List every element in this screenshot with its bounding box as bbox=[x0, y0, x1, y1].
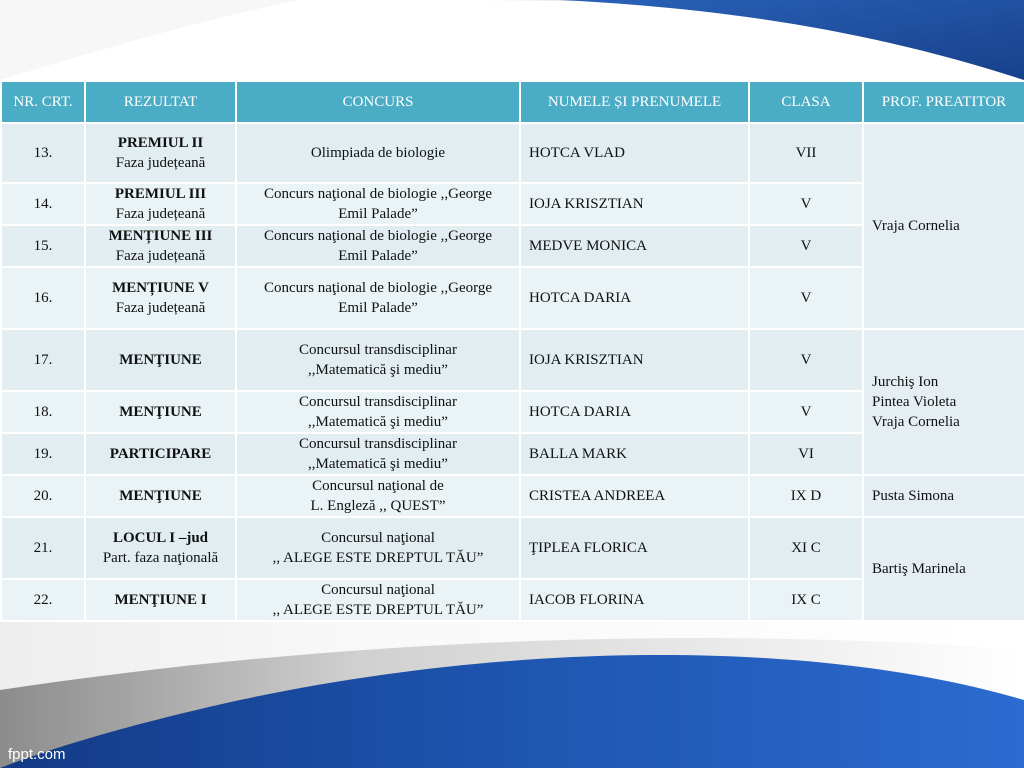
student-name: IOJA KRISZTIAN bbox=[520, 183, 749, 225]
contest-line-1: Concurs naţional de biologie ,,George bbox=[263, 228, 492, 244]
contest-cell bbox=[236, 517, 520, 579]
result-phase: Part. faza naţională bbox=[102, 550, 219, 566]
class-cell: V bbox=[749, 267, 863, 329]
result-cell bbox=[85, 579, 236, 621]
result-cell bbox=[85, 475, 236, 517]
result-cell bbox=[85, 183, 236, 225]
student-name: ŢIPLEA FLORICA bbox=[520, 517, 749, 579]
result-title: PARTICIPARE bbox=[109, 446, 212, 462]
result-phase: Faza județeană bbox=[115, 155, 206, 171]
result-cell bbox=[85, 123, 236, 183]
class-cell: V bbox=[749, 225, 863, 267]
contest-line-1: Concursul naţional de bbox=[312, 478, 444, 494]
results-table bbox=[0, 80, 1024, 622]
student-name: MEDVE MONICA bbox=[520, 225, 749, 267]
contest-line-1: Concurs naţional de biologie ,,George bbox=[263, 186, 492, 202]
student-name: HOTCA DARIA bbox=[520, 267, 749, 329]
row-number: 13. bbox=[1, 123, 85, 183]
contest-cell bbox=[236, 579, 520, 621]
class-cell: V bbox=[749, 391, 863, 433]
contest-line-1: Concursul naţional bbox=[321, 530, 435, 546]
class-cell: XI C bbox=[749, 517, 863, 579]
table-row bbox=[1, 123, 1024, 183]
class-cell: IX D bbox=[749, 475, 863, 517]
contest-cell bbox=[236, 391, 520, 433]
teacher-cell bbox=[863, 329, 1024, 475]
header-nr: NR. CRT. bbox=[1, 81, 85, 123]
header-clasa: CLASA bbox=[749, 81, 863, 123]
class-cell: V bbox=[749, 329, 863, 391]
contest-line-1: Concursul transdisciplinar bbox=[299, 436, 457, 452]
student-name: IOJA KRISZTIAN bbox=[520, 329, 749, 391]
contest-line-2: Emil Palade” bbox=[338, 248, 418, 264]
result-title: LOCUL I –jud bbox=[112, 530, 209, 546]
result-title: PREMIUL II bbox=[117, 135, 204, 151]
row-number: 17. bbox=[1, 329, 85, 391]
student-name: IACOB FLORINA bbox=[520, 579, 749, 621]
row-number: 19. bbox=[1, 433, 85, 475]
student-name: BALLA MARK bbox=[520, 433, 749, 475]
class-cell: VII bbox=[749, 123, 863, 183]
contest-line-2: ,, ALEGE ESTE DREPTUL TĂU” bbox=[272, 602, 484, 618]
contest-line-2: Emil Palade” bbox=[338, 206, 418, 222]
result-cell bbox=[85, 391, 236, 433]
result-cell bbox=[85, 517, 236, 579]
teacher-cell bbox=[863, 475, 1024, 517]
contest-cell bbox=[236, 433, 520, 475]
header-rezultat: REZULTAT bbox=[85, 81, 236, 123]
header-prof: PROF. PREATITOR bbox=[863, 81, 1024, 123]
contest-line-2: ,, ALEGE ESTE DREPTUL TĂU” bbox=[272, 550, 484, 566]
result-phase: Faza județeană bbox=[115, 300, 206, 316]
class-cell: IX C bbox=[749, 579, 863, 621]
teacher-cell bbox=[863, 517, 1024, 621]
contest-line-2: Emil Palade” bbox=[338, 300, 418, 316]
result-cell bbox=[85, 433, 236, 475]
contest-line-1: Concursul naţional bbox=[321, 582, 435, 598]
result-title: MENŢIUNE bbox=[119, 352, 202, 368]
teacher-name: Vraja Cornelia bbox=[872, 218, 960, 234]
row-number: 14. bbox=[1, 183, 85, 225]
footer-brand[interactable]: fppt.com bbox=[8, 746, 66, 763]
result-title: MENȚIUNE V bbox=[112, 280, 209, 296]
row-number: 22. bbox=[1, 579, 85, 621]
result-cell bbox=[85, 267, 236, 329]
result-phase: Faza județeană bbox=[115, 248, 206, 264]
contest-cell bbox=[236, 267, 520, 329]
result-title: MENȚIUNE III bbox=[108, 228, 213, 244]
teacher-name: Bartiş Marinela bbox=[872, 561, 966, 577]
table-row bbox=[1, 475, 1024, 517]
contest-line-1: Olimpiada de biologie bbox=[310, 145, 446, 161]
result-phase: Faza județeană bbox=[115, 206, 206, 222]
row-number: 18. bbox=[1, 391, 85, 433]
teacher-name: Jurchiş Ion bbox=[872, 374, 939, 390]
table-row bbox=[1, 517, 1024, 579]
student-name: CRISTEA ANDREEA bbox=[520, 475, 749, 517]
contest-line-1: Concursul transdisciplinar bbox=[299, 342, 457, 358]
result-title: MENŢIUNE bbox=[119, 404, 202, 420]
class-cell: V bbox=[749, 183, 863, 225]
result-cell bbox=[85, 225, 236, 267]
student-name: HOTCA DARIA bbox=[520, 391, 749, 433]
table-row bbox=[1, 329, 1024, 391]
contest-cell bbox=[236, 225, 520, 267]
result-title: PREMIUL III bbox=[114, 186, 207, 202]
teacher-name: Pintea Violeta bbox=[872, 394, 957, 410]
result-title: MENŢIUNE bbox=[119, 488, 202, 504]
contest-line-2: ,,Matematică şi mediu” bbox=[308, 414, 448, 430]
contest-cell bbox=[236, 123, 520, 183]
contest-cell bbox=[236, 329, 520, 391]
contest-cell bbox=[236, 475, 520, 517]
header-nume: NUMELE ȘI PRENUMELE bbox=[520, 81, 749, 123]
header-concurs: CONCURS bbox=[236, 81, 520, 123]
row-number: 16. bbox=[1, 267, 85, 329]
row-number: 20. bbox=[1, 475, 85, 517]
class-cell: VI bbox=[749, 433, 863, 475]
contest-line-1: Concurs naţional de biologie ,,George bbox=[263, 280, 492, 296]
teacher-cell bbox=[863, 123, 1024, 329]
contest-cell bbox=[236, 183, 520, 225]
row-number: 21. bbox=[1, 517, 85, 579]
table-header-row bbox=[1, 81, 1024, 123]
teacher-name: Pusta Simona bbox=[872, 488, 955, 504]
contest-line-2: L. Engleză ,, QUEST” bbox=[310, 498, 446, 514]
row-number: 15. bbox=[1, 225, 85, 267]
contest-line-2: ,,Matematică şi mediu” bbox=[308, 362, 448, 378]
teacher-name: Vraja Cornelia bbox=[872, 414, 960, 430]
result-title: MENŢIUNE I bbox=[114, 592, 207, 608]
student-name: HOTCA VLAD bbox=[520, 123, 749, 183]
contest-line-2: ,,Matematică şi mediu” bbox=[308, 456, 448, 472]
contest-line-1: Concursul transdisciplinar bbox=[299, 394, 457, 410]
result-cell bbox=[85, 329, 236, 391]
